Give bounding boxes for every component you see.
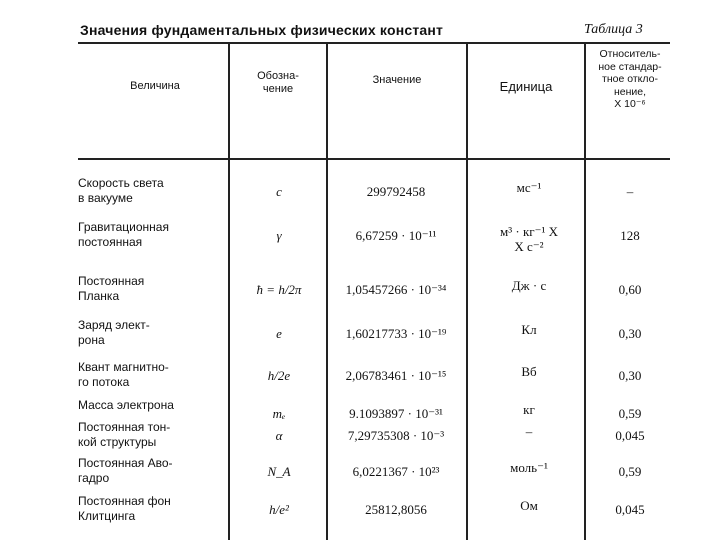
table-row	[0, 274, 720, 314]
header-deviation: Относитель- ное стандар- тное откло- нение, X 10⁻⁶	[598, 48, 662, 110]
cell-symbol: h/2e	[267, 368, 291, 383]
cell-value: 1,05457266 · 10⁻³⁴	[345, 282, 447, 297]
cell-quantity: Заряд элект- рона	[78, 318, 150, 347]
cell-quantity: Постоянная тон- кой структуры	[78, 420, 171, 449]
cell-quantity: Масса электрона	[78, 398, 174, 412]
cell-unit: мс⁻¹	[516, 180, 542, 195]
cell-deviation: –	[626, 184, 634, 199]
table-row	[0, 494, 720, 534]
cell-deviation: 0,59	[618, 464, 642, 479]
cell-symbol: N_A	[267, 464, 291, 479]
table-row	[0, 360, 720, 400]
page-title: Значения фундаментальных физических констант	[80, 22, 444, 38]
cell-unit: –	[525, 424, 533, 439]
table-top-rule	[78, 42, 670, 44]
cell-symbol: mₑ	[272, 406, 286, 421]
cell-symbol: ħ = h/2π	[256, 282, 302, 297]
cell-deviation: 0,60	[618, 282, 642, 297]
cell-symbol: e	[276, 326, 282, 341]
header-quantity: Величина	[130, 80, 180, 92]
cell-value: 299792458	[366, 184, 426, 199]
cell-value: 6,0221367 · 10²³	[352, 464, 440, 479]
cell-unit: Вб	[521, 364, 537, 379]
cell-deviation: 0,045	[615, 428, 645, 443]
cell-symbol: h/e²	[269, 502, 289, 517]
table-row	[0, 318, 720, 358]
cell-deviation: 128	[620, 228, 640, 243]
cell-quantity: Постоянная Планка	[78, 274, 145, 303]
table-row	[0, 420, 720, 460]
cell-value: 25812,8056	[365, 502, 427, 517]
table-number-label: Таблица 3	[584, 22, 643, 37]
cell-quantity: Постоянная Аво- гадро	[78, 456, 173, 485]
cell-value: 9.1093897 · 10⁻³¹	[349, 406, 443, 421]
cell-deviation: 0,045	[615, 502, 645, 517]
cell-deviation: 0,59	[618, 406, 642, 421]
cell-quantity: Квант магнитно- го потока	[78, 360, 169, 389]
header-value: Значение	[372, 74, 422, 86]
cell-symbol: c	[276, 184, 282, 199]
cell-value: 7,29735308 · 10⁻³	[347, 428, 445, 443]
header-unit: Единица	[499, 79, 553, 94]
cell-quantity: Постоянная фон Клитцинга	[78, 494, 171, 523]
cell-symbol: γ	[276, 228, 282, 243]
header-bottom-rule	[78, 158, 670, 160]
cell-unit: м³ · кг⁻¹ X X с⁻²	[500, 224, 558, 254]
cell-unit: Кл	[521, 322, 537, 337]
cell-unit: кг	[523, 402, 535, 417]
cell-quantity: Гравитационная постоянная	[78, 220, 169, 249]
cell-unit: Ом	[520, 498, 538, 513]
cell-quantity: Скорость света в вакууме	[78, 176, 164, 205]
table-row	[0, 220, 720, 260]
cell-deviation: 0,30	[618, 368, 642, 383]
cell-symbol: α	[275, 428, 283, 443]
cell-unit: Дж · с	[511, 278, 547, 293]
cell-unit: моль⁻¹	[510, 460, 548, 475]
table-row	[0, 176, 720, 216]
cell-deviation: 0,30	[618, 326, 642, 341]
header-symbol: Обозна- чение	[257, 70, 299, 95]
cell-value: 2,06783461 · 10⁻¹⁵	[345, 368, 447, 383]
cell-value: 6,67259 · 10⁻¹¹	[355, 228, 437, 243]
table-row	[0, 456, 720, 496]
cell-value: 1,60217733 · 10⁻¹⁹	[345, 326, 447, 341]
